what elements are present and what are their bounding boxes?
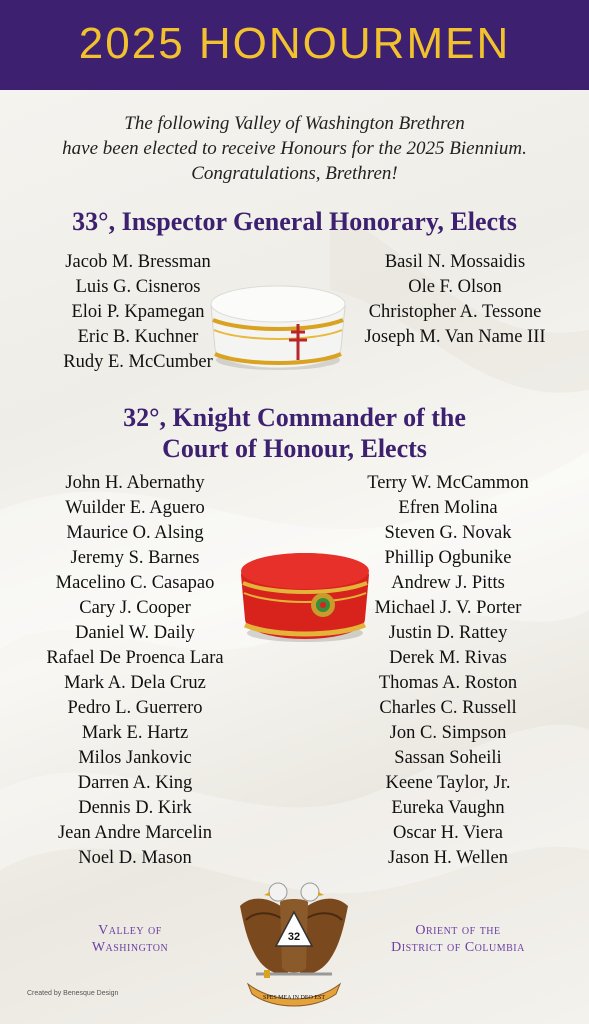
- list-item: Jon C. Simpson: [389, 723, 507, 743]
- list-item: Ole F. Olson: [408, 277, 502, 297]
- list-item: Christopher A. Tessone: [368, 302, 542, 322]
- list-item: Pedro L. Guerrero: [67, 698, 203, 718]
- list-item: Darren A. King: [77, 773, 193, 793]
- double-headed-eagle-icon: [234, 876, 354, 1010]
- emblem-number: 32: [287, 931, 301, 943]
- footer-valley-label: [60, 922, 200, 956]
- emblem-motto: SPES MEA IN DEO EST: [262, 995, 326, 1001]
- list-item: Rafael De Proenca Lara: [46, 648, 224, 668]
- list-item: Rudy E. McCumber: [63, 352, 213, 372]
- list-item: Luis G. Cisneros: [75, 277, 201, 297]
- list-item: Andrew J. Pitts: [391, 573, 505, 593]
- intro-text: [20, 111, 569, 186]
- list-item: Jeremy S. Barnes: [70, 548, 200, 568]
- white-cap-33-icon: [203, 276, 353, 374]
- red-cap-kcch-icon: [235, 545, 375, 645]
- list-item: Eric B. Kuchner: [77, 327, 199, 347]
- footer-right-line1: Orient of the: [415, 923, 501, 938]
- list-item: Noel D. Mason: [78, 848, 192, 868]
- design-credit: Created by Benesque Design: [27, 990, 119, 997]
- list-item: Jason H. Wellen: [388, 848, 508, 868]
- list-item: Jean Andre Marcelin: [57, 823, 213, 843]
- section-32-left-list: [26, 471, 244, 871]
- list-item: Justin D. Rattey: [388, 623, 508, 643]
- list-item: Steven G. Novak: [384, 523, 512, 543]
- footer-right-line2: District of Columbia: [391, 940, 525, 955]
- list-item: Daniel W. Daily: [75, 623, 195, 643]
- list-item: Efren Molina: [398, 498, 498, 518]
- footer-orient-label: [360, 922, 556, 956]
- list-item: Macelino C. Casapao: [55, 573, 215, 593]
- section-33-title: 33°, Inspector General Honorary, Elects: [72, 207, 517, 236]
- section-33-right-list: [345, 250, 565, 350]
- list-item: Eloi P. Kpamegan: [71, 302, 205, 322]
- list-item: Mark A. Dela Cruz: [64, 673, 206, 693]
- list-item: Sassan Soheili: [394, 748, 502, 768]
- list-item: Jacob M. Bressman: [65, 252, 211, 272]
- list-item: Dennis D. Kirk: [78, 798, 192, 818]
- list-item: Basil N. Mossaidis: [384, 252, 526, 272]
- list-item: Maurice O. Alsing: [66, 523, 204, 543]
- footer-left-line2: Washington: [91, 940, 169, 955]
- intro-line: have been elected to receive Honours for the 2025 Biennium.: [62, 138, 527, 159]
- list-item: John H. Abernathy: [65, 473, 205, 493]
- footer-left-line1: Valley of: [98, 923, 162, 938]
- page-title: 2025 HONOURMEN: [78, 19, 511, 68]
- list-item: Thomas A. Roston: [378, 673, 518, 693]
- list-item: Oscar H. Viera: [392, 823, 503, 843]
- section-32-title-line1: 32°, Knight Commander of the: [123, 403, 466, 432]
- list-item: Cary J. Cooper: [79, 598, 191, 618]
- intro-line: The following Valley of Washington Brethren: [124, 113, 465, 134]
- list-item: Joseph M. Van Name III: [364, 327, 546, 347]
- list-item: Phillip Ogbunike: [384, 548, 512, 568]
- list-item: Derek M. Rivas: [389, 648, 507, 668]
- list-item: Eureka Vaughn: [391, 798, 505, 818]
- list-item: Charles C. Russell: [379, 698, 517, 718]
- section-32-right-list: [335, 471, 561, 871]
- list-item: Wuilder E. Aguero: [65, 498, 205, 518]
- section-32-title-line2: Court of Honour, Elects: [162, 434, 427, 463]
- title-banner: [0, 0, 589, 90]
- list-item: Mark E. Hartz: [81, 723, 189, 743]
- list-item: Keene Taylor, Jr.: [385, 773, 511, 793]
- intro-line: Congratulations, Brethren!: [191, 163, 398, 184]
- list-item: Michael J. V. Porter: [374, 598, 522, 618]
- list-item: Milos Jankovic: [78, 748, 192, 768]
- list-item: Terry W. McCammon: [367, 473, 529, 493]
